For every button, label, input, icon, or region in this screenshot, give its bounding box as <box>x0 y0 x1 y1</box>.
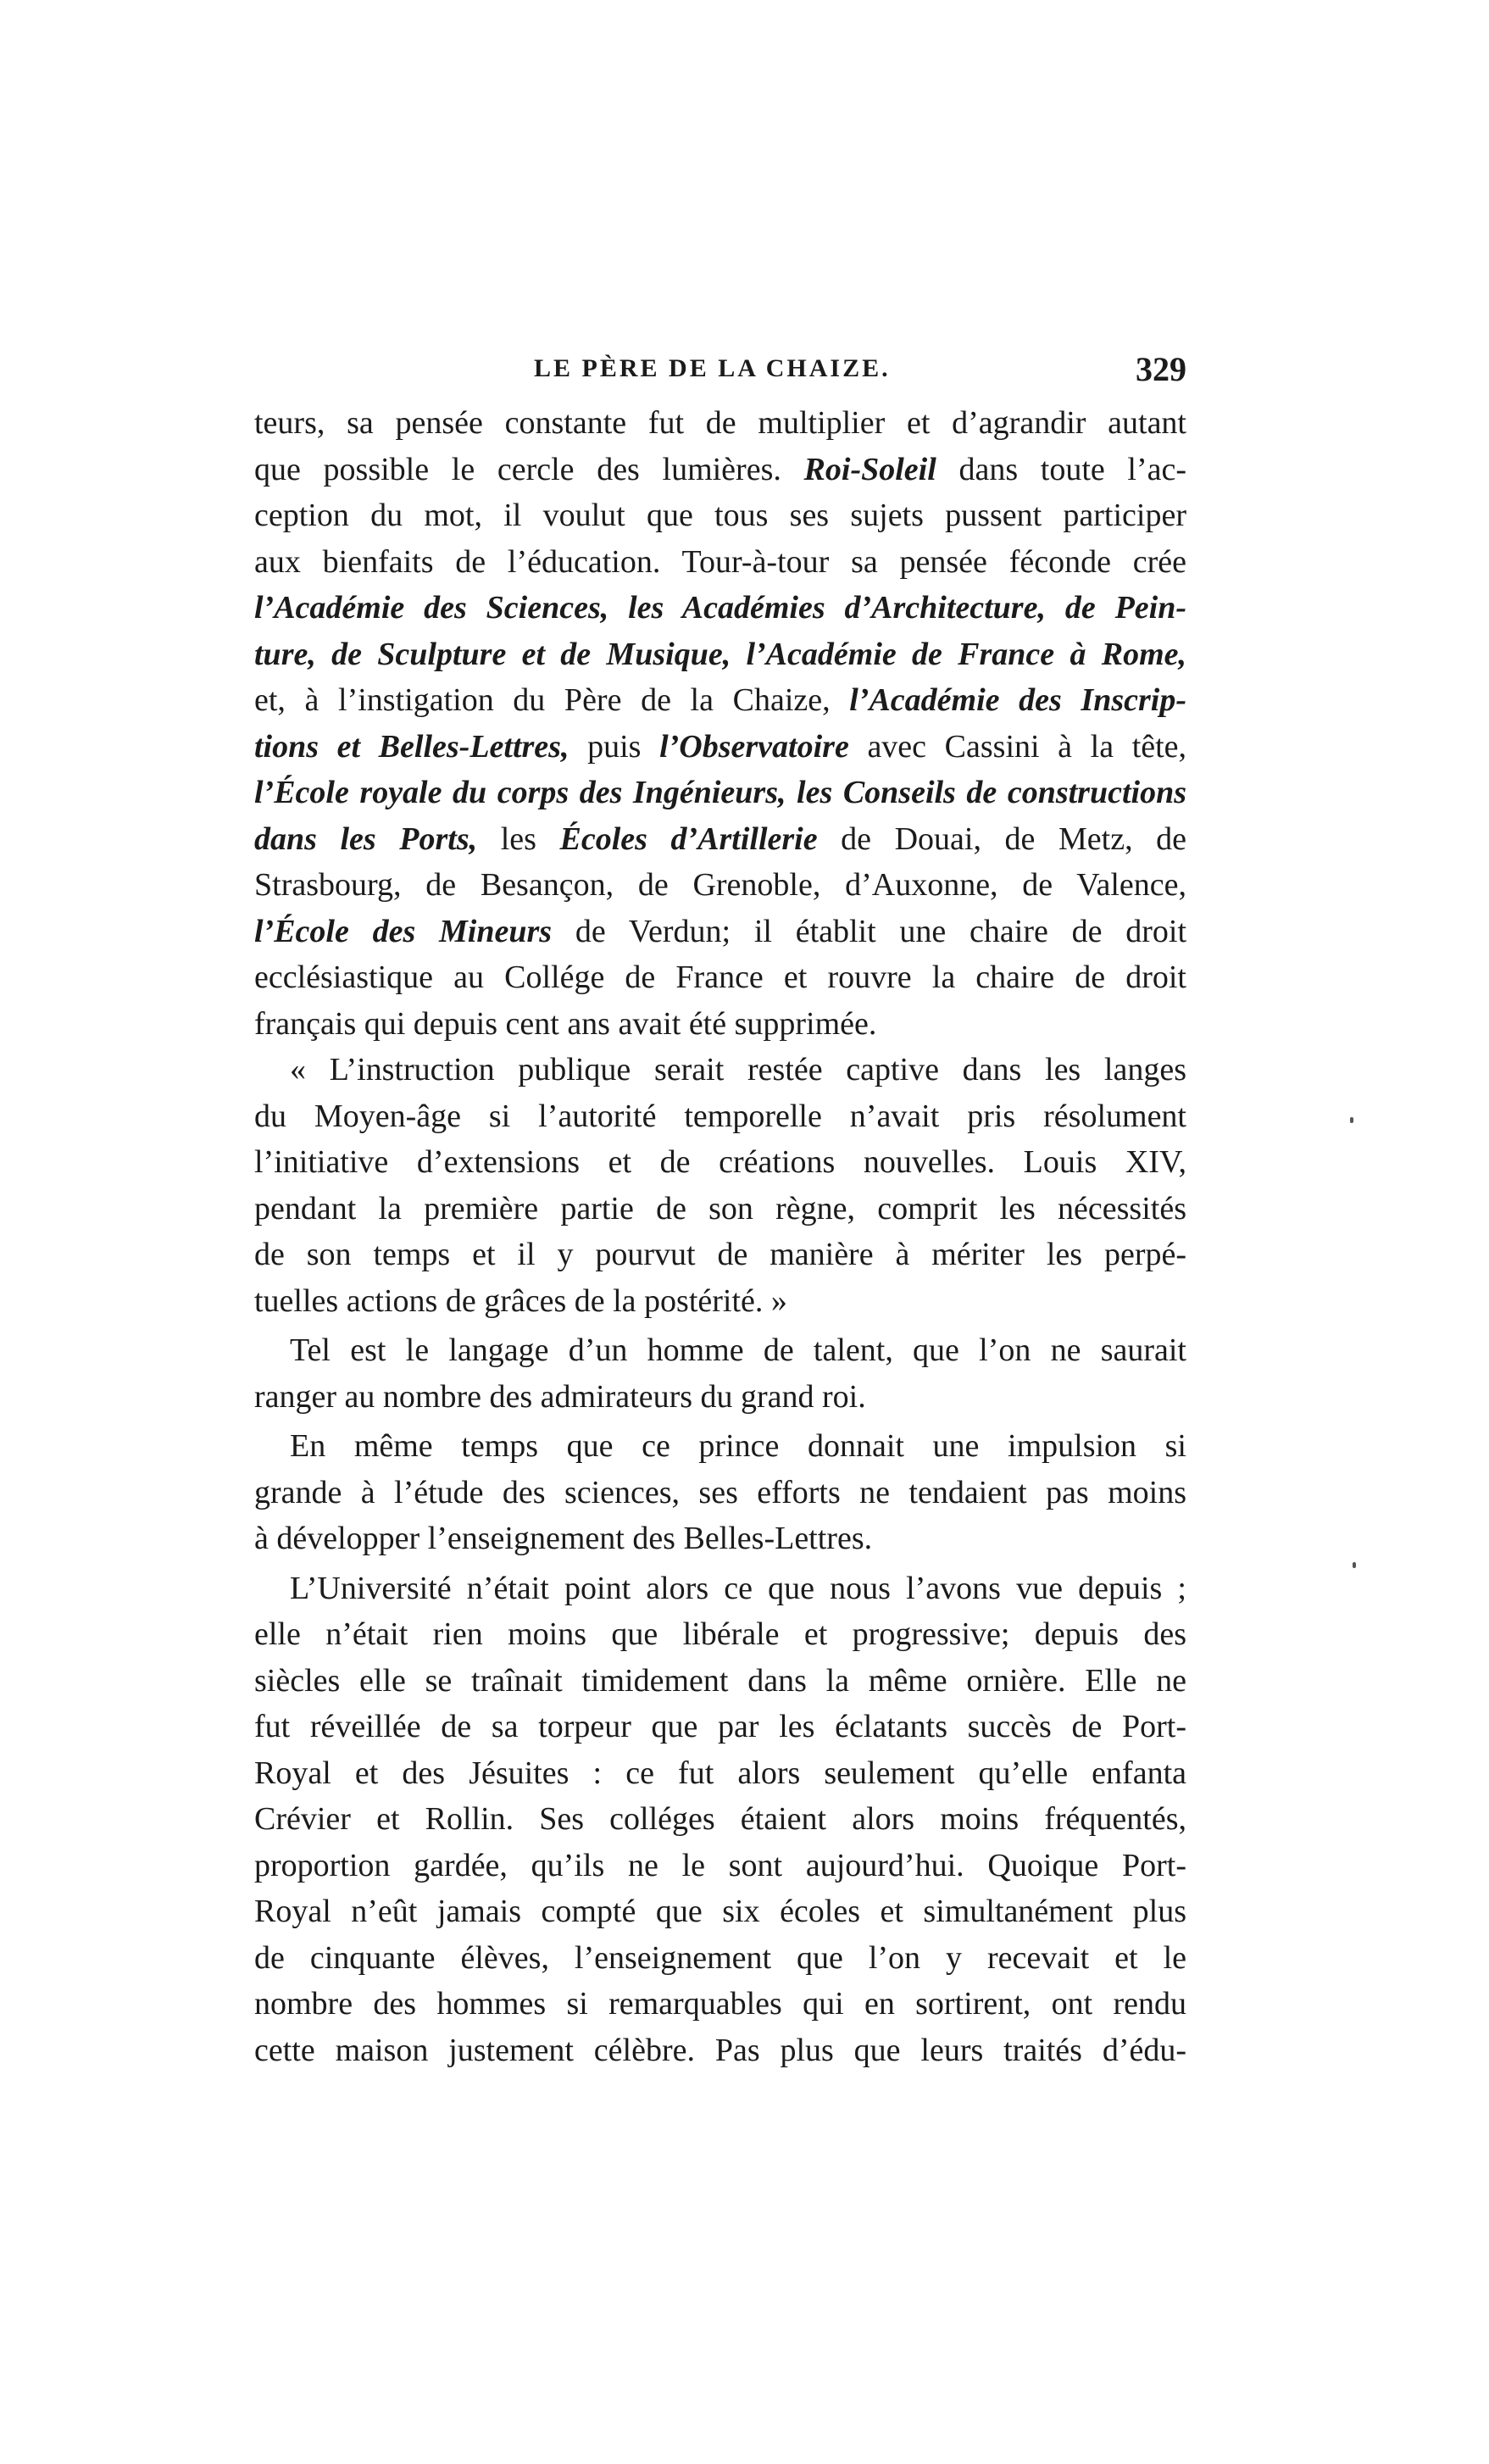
text-line: Crévier et Rollin. Ses colléges étaient alors moins fréquentés, <box>254 1801 1186 1837</box>
text-line: ranger au nombre des admirateurs du grand roi. <box>254 1378 866 1415</box>
text-line: grande à l’étude des sciences, ses efforts ne tendaient pas moins <box>254 1474 1186 1510</box>
margin-speck <box>1353 1562 1356 1568</box>
text-line: L’Université n’était point alors ce que nous l’avons vue depuis ; <box>290 1570 1186 1606</box>
text-line: ecclésiastique au Collége de France et rouvre la chaire de droit <box>254 959 1186 995</box>
text-line: Strasbourg, de Besançon, de Grenoble, d’Auxonne, de Valence, <box>254 867 1186 903</box>
margin-speck <box>1350 1117 1353 1123</box>
text-line: En même temps que ce prince donnait une impulsion si <box>290 1428 1186 1464</box>
text-line: tuelles actions de grâces de la postérité. » <box>254 1282 787 1319</box>
text-line: français qui depuis cent ans avait été supprimée. <box>254 1005 877 1042</box>
text-line: elle n’était rien moins que libérale et progressive; depuis des <box>254 1616 1186 1652</box>
text-line: l’École royale du corps des Ingénieurs, les Conseils de constructions <box>254 775 1186 810</box>
text-line: pendant la première partie de son règne, comprit les nécessités <box>254 1190 1186 1226</box>
text-line: « L’instruction publique serait restée captive dans les langes <box>290 1052 1186 1087</box>
page-number: 329 <box>1136 350 1186 388</box>
body-text <box>254 400 1186 2073</box>
text-line: ture, de Sculpture et de Musique, l’Académie de France à Rome, <box>254 636 1186 672</box>
text-line: ception du mot, il voulut que tous ses sujets pussent participer <box>254 498 1186 533</box>
text-line: Royal et des Jésuites : ce fut alors seulement qu’elle enfanta <box>254 1755 1186 1791</box>
text-line: l’École des Mineurs de Verdun; il établit une chaire de droit <box>254 913 1187 949</box>
text-line: Tel est le langage d’un homme de talent, que l’on ne saurait <box>290 1332 1186 1368</box>
text-line: à développer l’enseignement des Belles-Lettres. <box>254 1521 873 1556</box>
text-line: de son temps et il y pourvut de manière à mériter les perpé- <box>254 1237 1186 1272</box>
text-line: l’initiative d’extensions et de créations nouvelles. Louis XIV, <box>254 1144 1186 1180</box>
text-line: teurs, sa pensée constante fut de multiplier et d’agrandir autant <box>254 405 1186 441</box>
text-line: cette maison justement célèbre. Pas plus que leurs traités d’édu- <box>254 2032 1186 2068</box>
text-line: dans les Ports, les Écoles d’Artillerie de Douai, de Metz, de <box>254 820 1187 857</box>
text-line: siècles elle se traînait timidement dans la même ornière. Elle ne <box>254 1662 1186 1699</box>
running-head <box>254 349 1186 392</box>
text-line: de cinquante élèves, l’enseignement que l’on y recevait et le <box>254 1939 1186 1976</box>
text-line: proportion gardée, qu’ils ne le sont aujourd’hui. Quoique Port- <box>254 1847 1186 1883</box>
running-title: LE PÈRE DE LA CHAIZE. <box>534 354 891 382</box>
text-line: Royal n’eût jamais compté que six écoles et simultanément plus <box>254 1894 1186 1929</box>
text-line: tions et Belles-Lettres, puis l’Observatoire avec Cassini à la tête, <box>254 728 1187 765</box>
text-line: que possible le cercle des lumières. Roi-Soleil dans toute l’ac- <box>254 451 1187 487</box>
text-line: et, à l’instigation du Père de la Chaize, l’Académie des Inscrip- <box>254 682 1186 718</box>
text-line: du Moyen-âge si l’autorité temporelle n’avait pris résolument <box>254 1098 1186 1134</box>
text-line: nombre des hommes si remarquables qui en sortirent, ont rendu <box>254 1986 1186 2022</box>
text-line: l’Académie des Sciences, les Académies d’Architecture, de Pein- <box>254 590 1186 626</box>
text-line: fut réveillée de sa torpeur que par les éclatants succès de Port- <box>254 1709 1186 1744</box>
text-line: aux bienfaits de l’éducation. Tour-à-tour sa pensée féconde crée <box>254 543 1186 580</box>
